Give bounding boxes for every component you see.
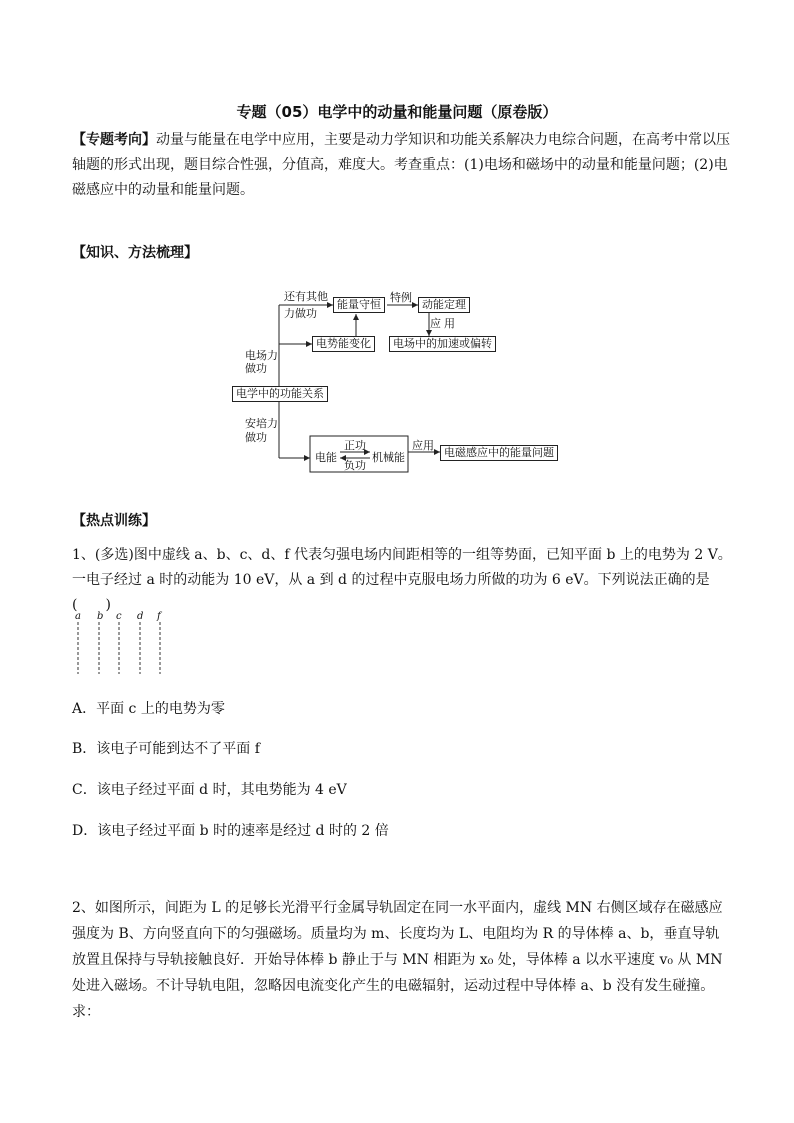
equipotential-figure	[70, 610, 180, 680]
option-d: D．该电子经过平面 b 时的速率是经过 d 时的 2 倍	[72, 823, 389, 839]
label-apply: 应用	[412, 439, 434, 452]
label-other-work-2: 力做功	[284, 307, 317, 320]
label-electric-energy: 电能	[315, 451, 337, 464]
label-positive-work: 正功	[344, 439, 366, 452]
box-field-acceleration: 电场中的加速或偏转	[389, 336, 496, 352]
plane-label-b: b	[97, 611, 104, 622]
page-title: 专题（05）电学中的动量和能量问题（原卷版）	[236, 103, 558, 121]
label-ampere-work-2: 做功	[245, 431, 267, 444]
label-negative-work: 负功	[344, 459, 366, 472]
option-b: B．该电子可能到达不了平面 f	[72, 741, 260, 757]
section-training-heading: 【热点训练】	[72, 513, 156, 529]
intro-label: 【专题考向】	[72, 132, 156, 148]
box-kinetic-theorem: 动能定理	[418, 297, 470, 313]
equipotential-lines	[70, 622, 180, 680]
label-ampere-work-1: 安培力	[245, 417, 278, 430]
plane-label-a: a	[75, 611, 81, 622]
plane-label-d: d	[137, 611, 144, 622]
box-induction-energy: 电磁感应中的能量问题	[440, 445, 558, 461]
diagram-connectors	[0, 0, 794, 520]
plane-label-c: c	[116, 611, 122, 622]
plane-label-f: f	[157, 611, 161, 622]
option-a: A．平面 c 上的电势为零	[72, 701, 225, 717]
option-c: C．该电子经过平面 d 时，其电势能为 4 eV	[72, 782, 347, 798]
question-2-stem: 2、如图所示，间距为 L 的足够长光滑平行金属导轨固定在同一水平面内，虚线 MN 右侧区域存在磁感应强度为 B、方向竖直向下的匀强磁场。质量均为 m、长度均为 L、电阻均为 R 的导体棒 a、b，垂直导轨放置且保持与导轨接触良好．开始导体棒 b 静止于与 MN 相距为 x₀ 处，导体棒 a 以水平速度 v₀ 从 MN 处进入磁场。不计导轨电阻，忽略因电流变化产生的电磁辐射，运动过程中导体棒 a、b 没有发生碰撞。求：	[72, 900, 723, 1020]
label-field-work-2: 做功	[245, 362, 267, 375]
box-potential-change: 电势能变化	[312, 336, 375, 352]
label-field-work-1: 电场力	[245, 349, 278, 362]
box-root: 电学中的功能关系	[232, 386, 328, 402]
label-mechanical-energy: 机械能	[372, 451, 405, 464]
label-apply-2: 用	[444, 317, 455, 330]
intro-text: 动量与能量在电学中应用，主要是动力学知识和功能关系解决力电综合问题，在高考中常以压轴题的形式出现，题目综合性强，分值高，难度大。考查重点：(1)电场和磁场中的动量和能量问题；(2)电磁感应中的动量和能量问题。	[72, 132, 730, 198]
section-knowledge-heading: 【知识、方法梳理】	[72, 245, 198, 261]
label-apply-1: 应	[430, 317, 441, 330]
question-1-stem: 1、(多选)图中虚线 a、b、c、d、f 代表匀强电场内间距相等的一组等势面，已知平面 b 上的电势为 2 V。一电子经过 a 时的动能为 10 eV，从 a 到 d 的过程中克服电场力所做的功为 6 eV。下列说法正确的是( )	[72, 547, 732, 613]
box-energy-conservation: 能量守恒	[333, 297, 385, 313]
label-other-work-1: 还有其他	[284, 290, 328, 303]
label-special-case: 特例	[390, 291, 412, 304]
